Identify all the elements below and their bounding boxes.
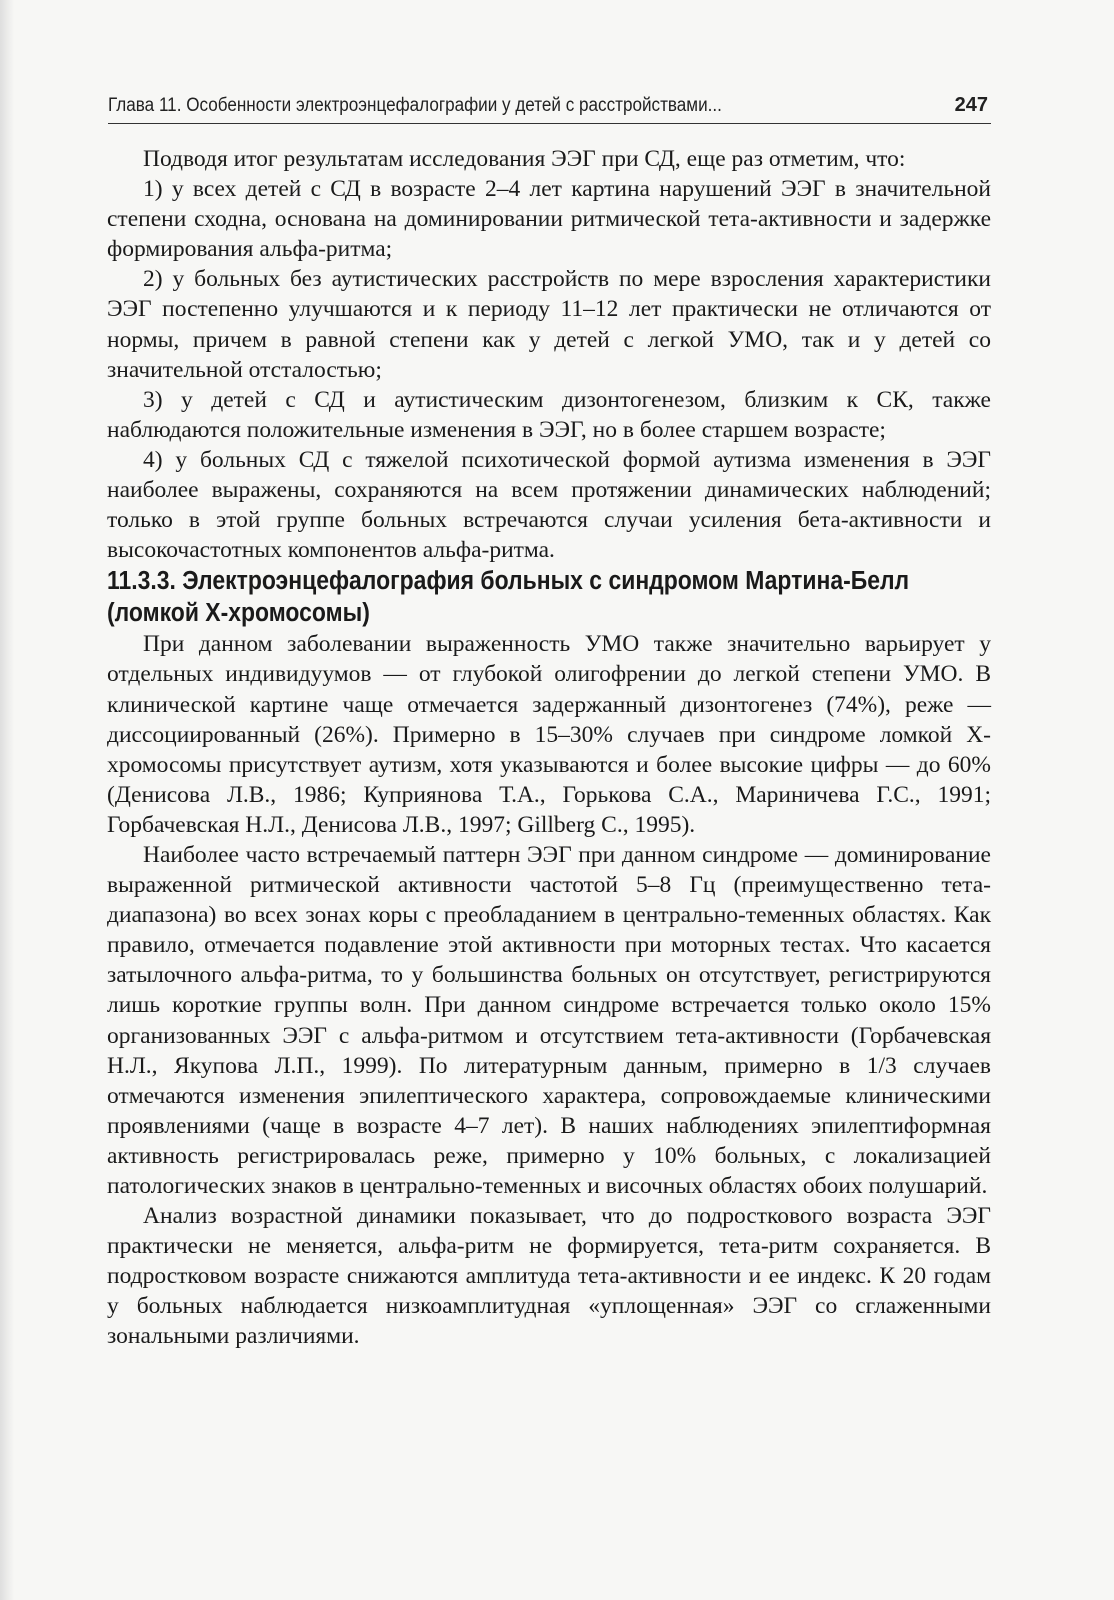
page-number: 247: [954, 94, 988, 116]
page-body: [107, 144, 991, 1352]
paragraph: При данном заболевании выраженность УМО также значительно варьирует у отдельных индивидуумов — от глубокой олигофрении до легкой степени УМО. В клинической картине чаще отмечается задержанный дизонтогенез (74%), реже — диссоциированный (26%). Примерно в 15–30% случаев при синдроме ломкой Х-хромосомы присутствует аутизм, хотя указываются и более высокие цифры — до 60% (Денисова Л.В., 1986; Куприянова Т.А., Горькова С.А., Мариничева Г.С., 1991; Горбачевская Н.Л., Денисова Л.В., 1997; Gillberg С., 1995).: [107, 631, 991, 838]
section-heading: 11.3.3. Электроэнцефалография больных с синдромом Мартина-Белл (ломкой Х-хромосомы): [107, 567, 910, 628]
summary-intro: Подводя итог результатам исследования ЭЭГ при СД, еще раз отметим, что:: [143, 146, 906, 172]
chapter-title: Глава 11. Особенности электроэнцефалографии у детей с расстройствами...: [108, 95, 722, 116]
list-item: 4) у больных СД с тяжелой психотической формой аутизма изменения в ЭЭГ наиболее выражены, сохраняются на всем протяжении динамических наблюдений; только в этой группе больных встречаются случаи усиления бета-активности и высокочастотных компонентов альфа-ритма.: [107, 446, 991, 564]
page-edge-shadow: [0, 0, 14, 1600]
list-item: 3) у детей с СД и аутистическим дизонтогенезом, близким к СК, также наблюдаются положительные изменения в ЭЭГ, но в более старшем возрасте;: [107, 386, 991, 443]
list-item: 2) у больных без аутистических расстройств по мере взросления характеристики ЭЭГ постепенно улучшаются и к периоду 11–12 лет практически не отличаются от нормы, причем в равной степени как у детей с легкой УМО, так и у детей со значительной отсталостью;: [107, 266, 991, 383]
paragraph: Наиболее часто встречаемый паттерн ЭЭГ при данном синдроме — доминирование выраженной ритмической активности частотой 5–8 Гц (преимущественно тета-диапазона) во всех зонах коры с преобладанием в центрально-теменных областях. Как правило, отмечается подавление этой активности при моторных тестах. Что касается затылочного альфа-ритма, то у большинства больных он отсутствует, регистрируются лишь короткие группы волн. При данном синдроме встречается только около 15% организованных ЭЭГ с альфа-ритмом и отсутствием тета-активности (Горбачевская Н.Л., Якупова Л.П., 1999). По литературным данным, примерно в 1/3 случаев отмечаются изменения эпилептического характера, сопровождаемые клиническими проявлениями (чаще в возрасте 4–7 лет). В наших наблюдениях эпилептиформная активность регистрировалась реже, примерно у 10% больных, с локализацией патологических знаков в центрально-теменных и височных областях обоих полушарий.: [107, 841, 991, 1199]
running-header: [108, 91, 991, 124]
paragraph: Анализ возрастной динамики показывает, что до подросткового возраста ЭЭГ практически не меняется, альфа-ритм не формируется, тета-ритм сохраняется. В подростковом возрасте снижаются амплитуда тета-активности и ее индекс. К 20 годам у больных наблюдается низкоамплитудная «уплощенная» ЭЭГ со сглаженными зональными различиями.: [107, 1203, 991, 1350]
list-item: 1) у всех детей с СД в возрасте 2–4 лет картина нарушений ЭЭГ в значительной степени сходна, основана на доминировании ритмической тета-активности и задержке формирования альфа-ритма;: [107, 176, 991, 263]
